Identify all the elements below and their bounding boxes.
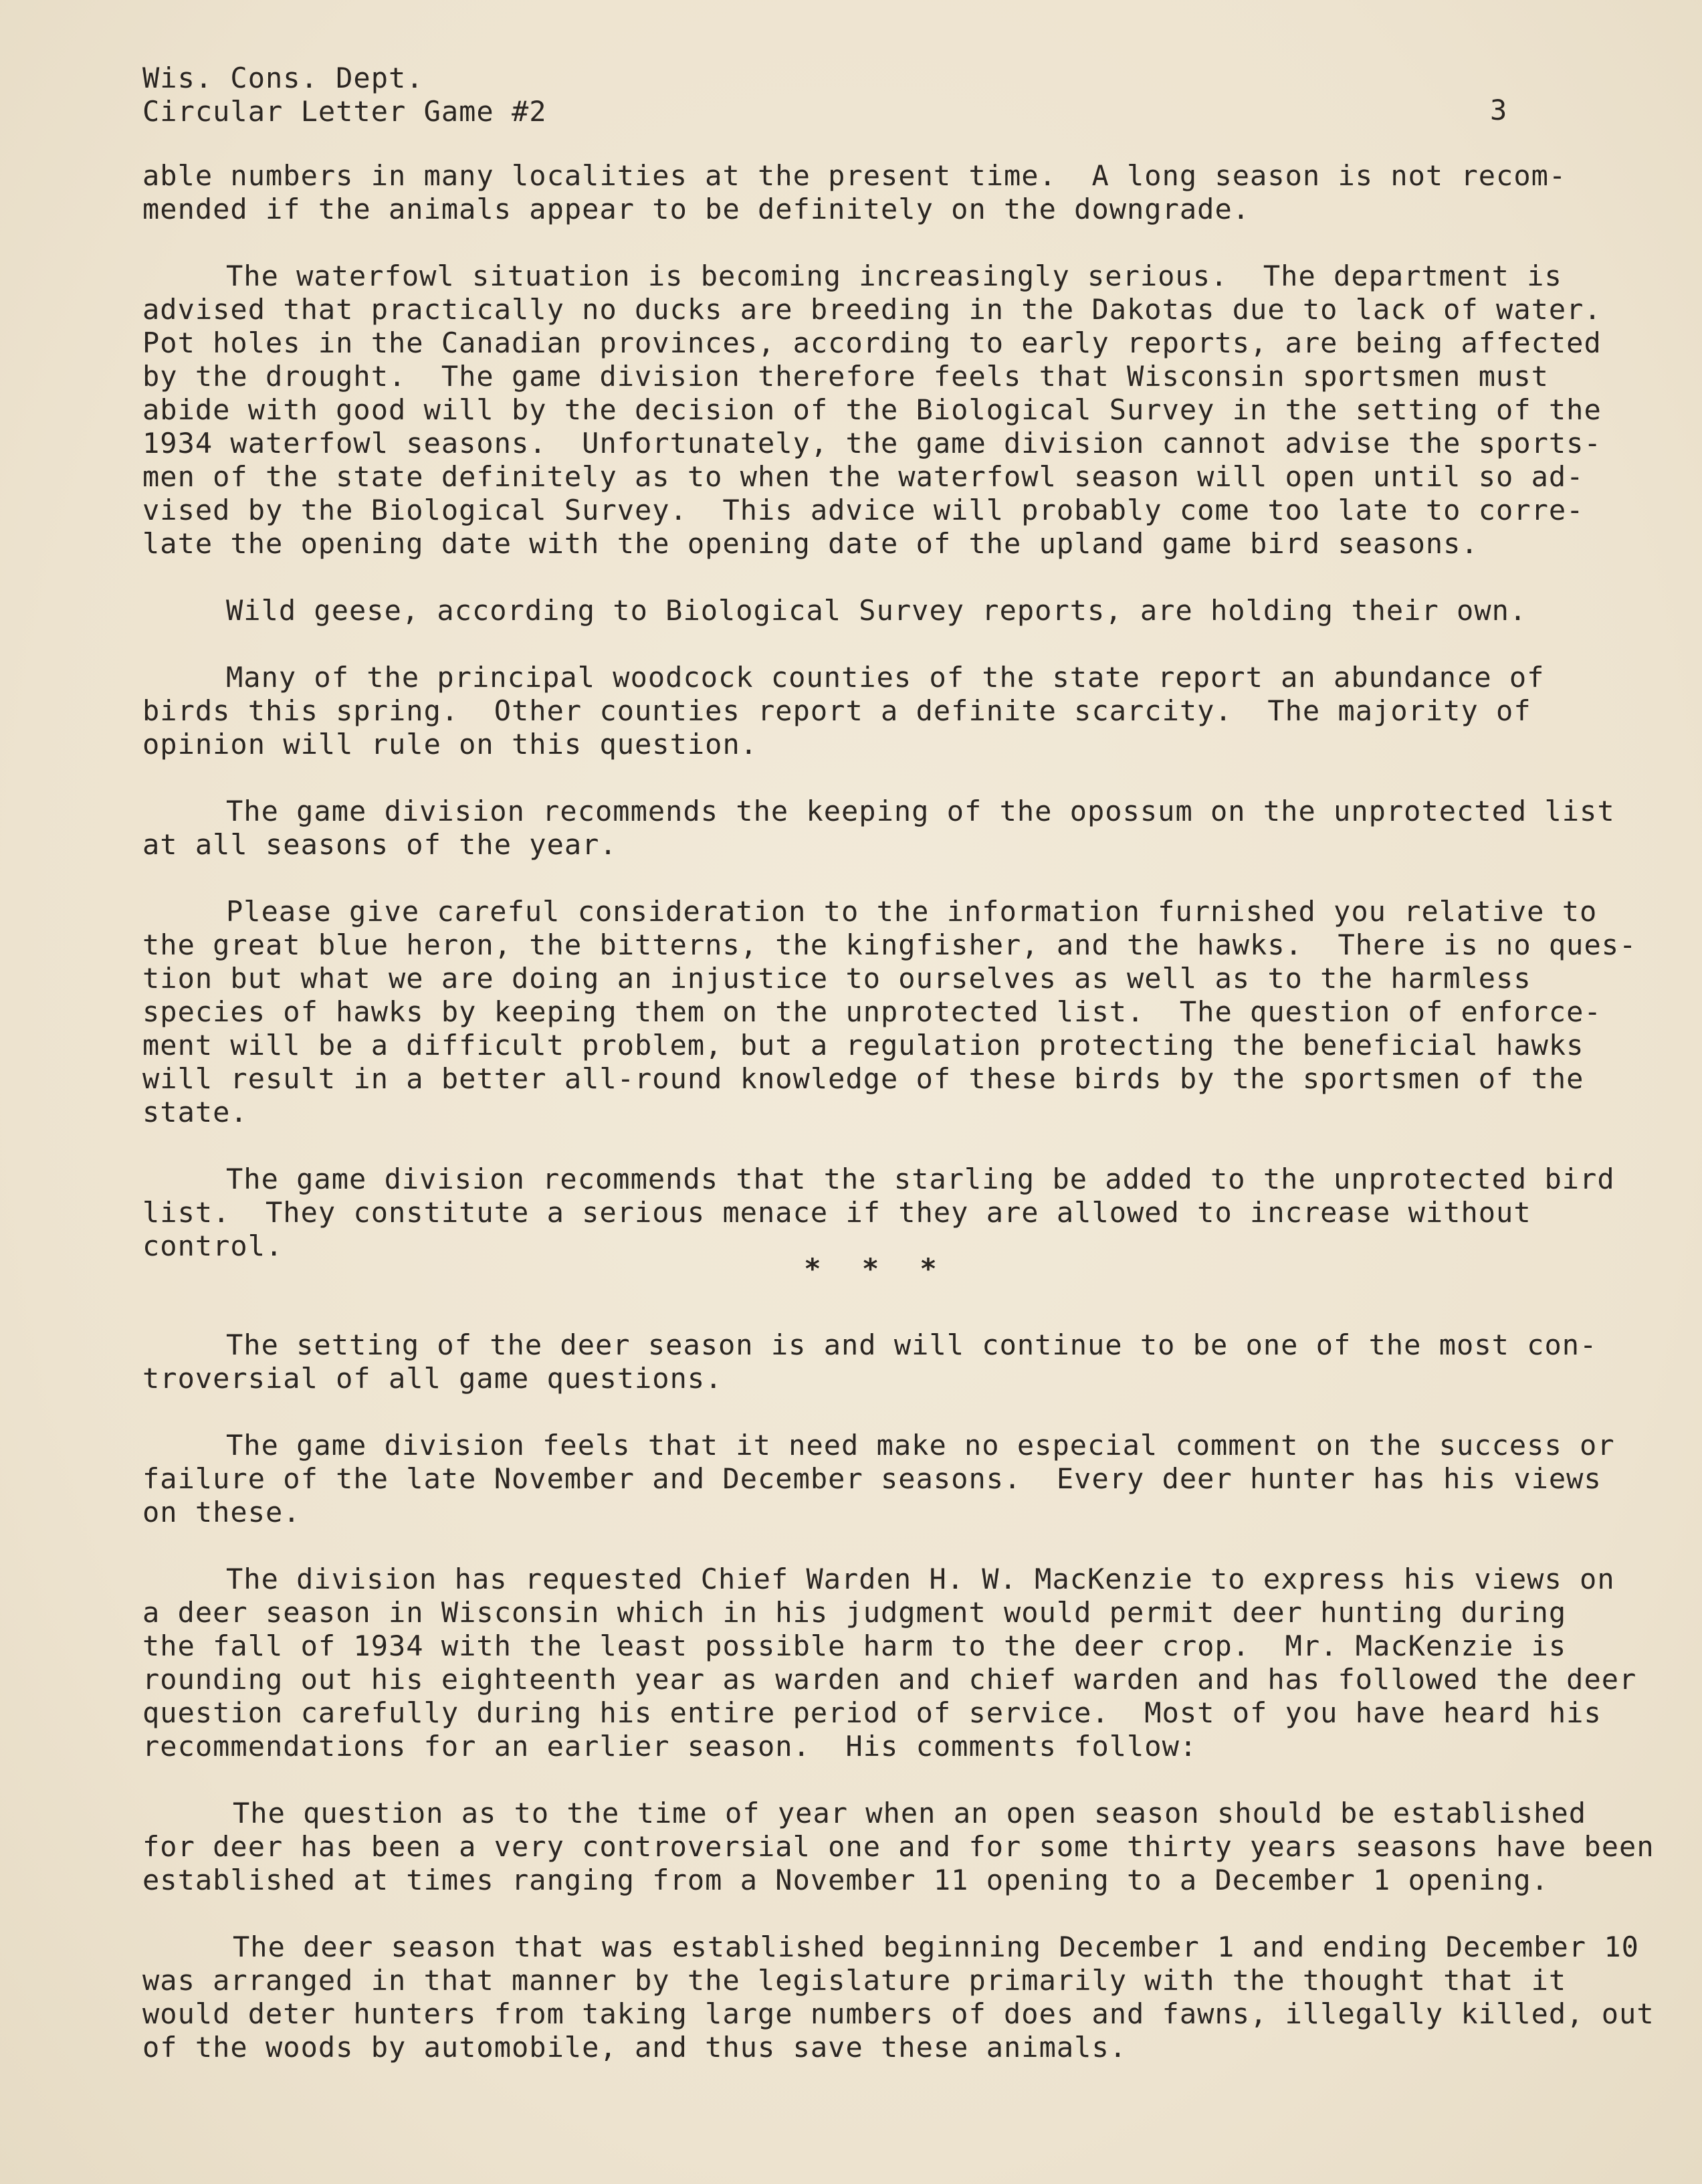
- letter-body: [142, 159, 1655, 2098]
- text-line: able numbers in many localities at the present time. A long season is not recom-: [142, 159, 1567, 192]
- paragraph-starling: [142, 1163, 1615, 1263]
- text-line: recommendations for an earlier season. His comments follow:: [142, 1730, 1198, 1763]
- text-line: The game division recommends the keeping of the opossum on the unprotected list: [226, 795, 1615, 827]
- text-line: species of hawks by keeping them on the unprotected list. The question of enforce-: [142, 995, 1602, 1028]
- paragraph-quote-time-of-year: [142, 1797, 1655, 1897]
- text-line: The waterfowl situation is becoming increasingly serious. The department is: [226, 260, 1562, 292]
- paragraph-mackenzie: [142, 1563, 1637, 1763]
- paragraph-quote-december: [142, 1930, 1655, 2064]
- text-line: birds this spring. Other counties report a definite scarcity. The majority of: [142, 694, 1531, 727]
- text-line: The setting of the deer season is and will continue to be one of the most con-: [226, 1328, 1598, 1361]
- section-separator: * * *: [804, 1252, 949, 1285]
- text-line: of the woods by automobile, and thus save these animals.: [142, 2031, 1128, 2064]
- text-line: the fall of 1934 with the least possible harm to the deer crop. Mr. MacKenzie is: [142, 1629, 1567, 1662]
- paragraph-geese: [142, 594, 1610, 627]
- text-line: a deer season in Wisconsin which in his judgment would permit deer hunting during: [142, 1596, 1567, 1629]
- text-line: Wild geese, according to Biological Survey reports, are holding their own.: [226, 594, 1527, 627]
- text-line: would deter hunters from taking large numbers of does and fawns, illegally killed, out: [142, 1997, 1655, 2030]
- text-line: question carefully during his entire period of service. Most of you have heard his: [142, 1696, 1602, 1729]
- text-line: The game division recommends that the starling be added to the unprotected bird: [226, 1163, 1615, 1195]
- text-line: will result in a better all-round knowledge of these birds by the sportsmen of the: [142, 1062, 1584, 1095]
- text-line: list. They constitute a serious menace if they are allowed to increase without: [142, 1196, 1531, 1229]
- text-line: men of the state definitely as to when the waterfowl season will open until so ad-: [142, 460, 1584, 493]
- text-line: The division has requested Chief Warden H. W. MacKenzie to express his views on: [226, 1563, 1615, 1595]
- paragraph-woodcock: [142, 661, 1610, 761]
- text-line: vised by the Biological Survey. This advice will probably come too late to corre-: [142, 494, 1584, 526]
- text-line: Please give careful consideration to the information furnished you relative to: [226, 895, 1598, 928]
- paragraph-1: [142, 159, 1610, 226]
- header-circular: Circular Letter Game #2: [142, 95, 547, 128]
- text-line: rounding out his eighteenth year as warden and chief warden and has followed the deer: [142, 1663, 1637, 1696]
- letter-header: [142, 62, 1413, 128]
- text-line: established at times ranging from a November 11 opening to a December 1 opening.: [142, 1864, 1549, 1896]
- text-line: Many of the principal woodcock counties of the state report an abundance of: [226, 661, 1545, 694]
- text-line: tion but what we are doing an injustice to ourselves as well as to the harmless: [142, 962, 1531, 995]
- text-line: state.: [142, 1096, 248, 1128]
- text-line: The deer season that was established beginning December 1 and ending December 10: [233, 1930, 1639, 1963]
- text-line: ment will be a difficult problem, but a regulation protecting the beneficial hawks: [142, 1029, 1584, 1062]
- header-department: Wis. Cons. Dept.: [142, 62, 424, 94]
- text-line: at all seasons of the year.: [142, 828, 617, 861]
- text-line: failure of the late November and December seasons. Every deer hunter has his views: [142, 1462, 1602, 1495]
- text-line: on these.: [142, 1496, 301, 1528]
- paragraph-opossum: [142, 795, 1615, 862]
- text-line: was arranged in that manner by the legislature primarily with the thought that it: [142, 1964, 1567, 1997]
- paragraph-waterfowl: [142, 260, 1610, 561]
- text-line: troversial of all game questions.: [142, 1362, 723, 1395]
- text-line: The game division feels that it need make no especial comment on the success or: [226, 1429, 1615, 1462]
- text-line: late the opening date with the opening date of the upland game bird seasons.: [142, 527, 1479, 560]
- text-line: for deer has been a very controversial one and for some thirty years seasons have been: [142, 1830, 1655, 1863]
- paragraph-success-failure: [142, 1429, 1615, 1529]
- text-line: by the drought. The game division therefore feels that Wisconsin sportsmen must: [142, 360, 1549, 393]
- text-line: 1934 waterfowl seasons. Unfortunately, the game division cannot advise the sports-: [142, 427, 1602, 460]
- text-line: control.: [142, 1229, 284, 1262]
- text-line: mended if the animals appear to be definitely on the downgrade.: [142, 193, 1251, 225]
- text-line: opinion will rule on this question.: [142, 728, 758, 761]
- text-line: abide with good will by the decision of the Biological Survey in the setting of the: [142, 393, 1602, 426]
- text-line: the great blue heron, the bitterns, the kingfisher, and the hawks. There is no ques-: [142, 928, 1637, 961]
- paragraph-deer-season: [142, 1328, 1610, 1395]
- text-line: Pot holes in the Canadian provinces, according to early reports, are being affected: [142, 326, 1602, 359]
- page-number: 3: [1490, 94, 1508, 126]
- paragraph-hawks: [142, 895, 1637, 1129]
- text-line: The question as to the time of year when an open season should be established: [233, 1797, 1587, 1829]
- text-line: advised that practically no ducks are breeding in the Dakotas due to lack of water.: [142, 293, 1602, 326]
